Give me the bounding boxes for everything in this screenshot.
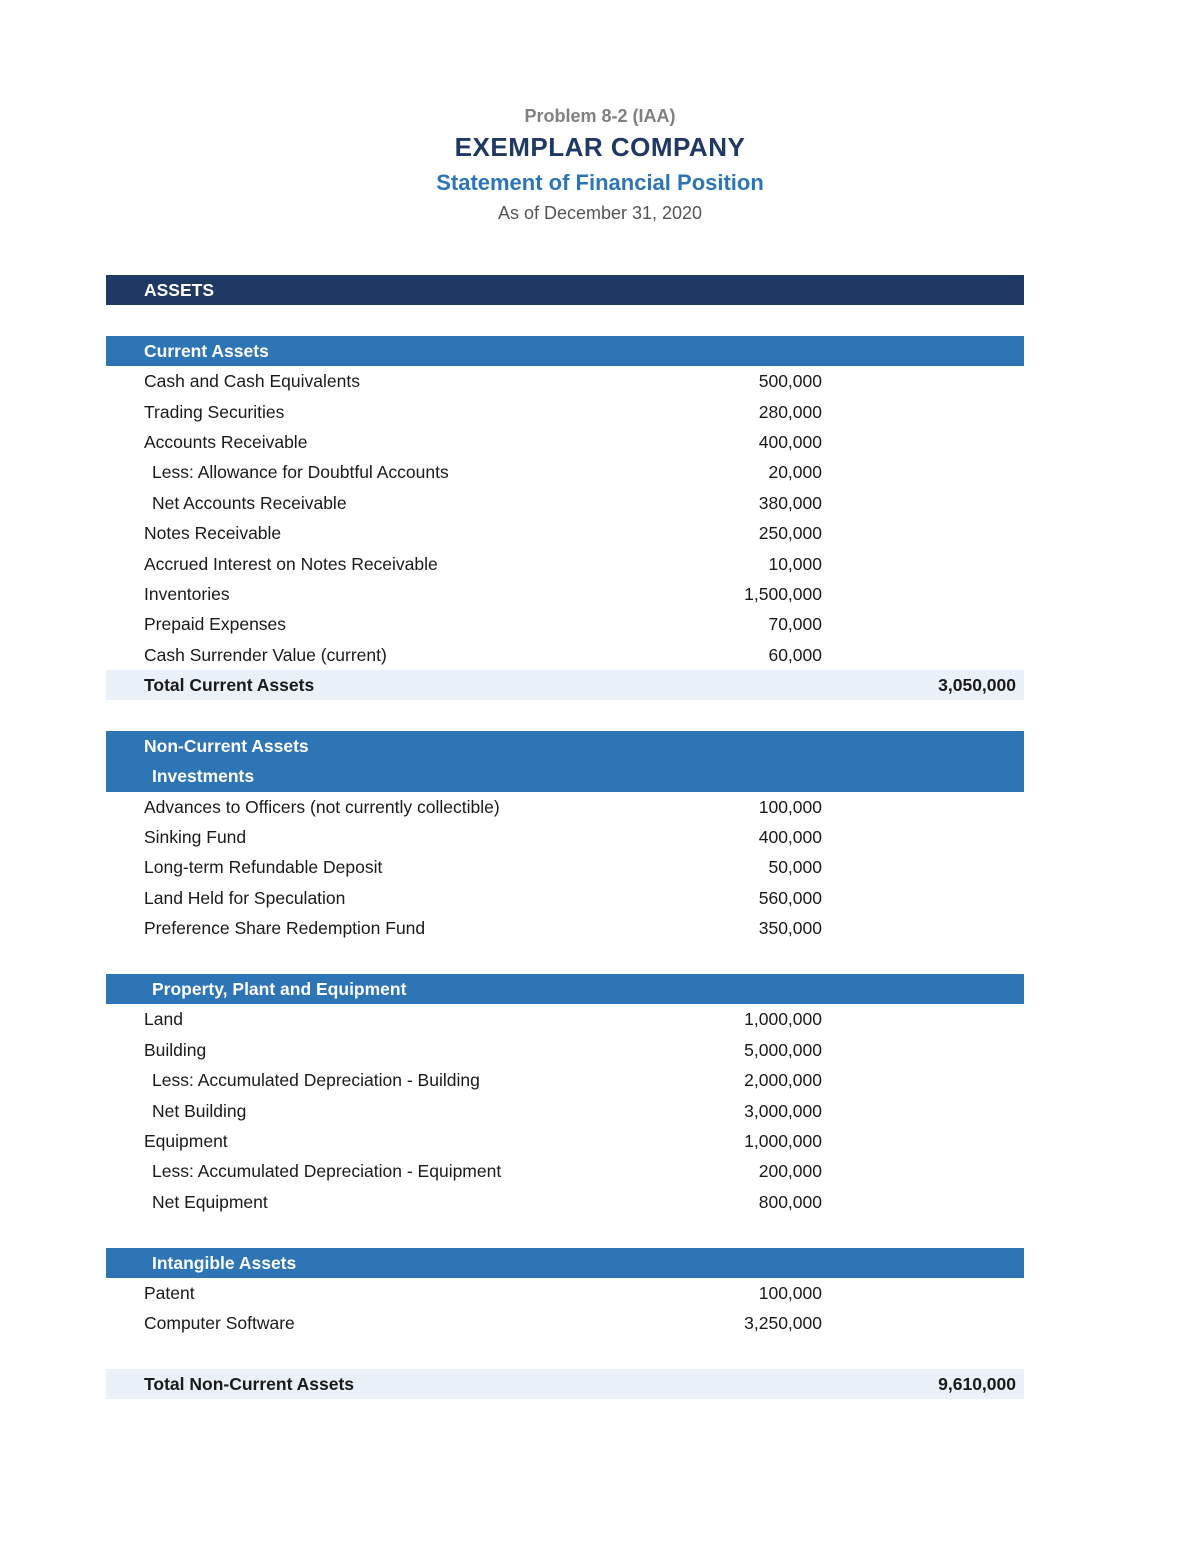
line-item-label: Equipment	[144, 1130, 228, 1151]
line-item-amount: 70,000	[768, 614, 822, 635]
table-row	[106, 640, 1024, 670]
intangible-assets-header	[106, 1248, 1024, 1278]
line-item-amount: 3,250,000	[744, 1313, 822, 1334]
line-item-amount: 560,000	[758, 887, 822, 908]
table-row	[106, 609, 1024, 639]
company-name: EXEMPLAR COMPANY	[454, 132, 746, 162]
table-row	[106, 822, 1024, 852]
investments-header	[106, 761, 1024, 791]
total-amount: 9,610,000	[938, 1374, 1016, 1395]
line-item-label: Preference Share Redemption Fund	[144, 918, 426, 939]
table-row	[106, 549, 1024, 579]
line-item-label: Land Held for Speculation	[144, 887, 346, 908]
table-row	[106, 488, 1024, 518]
table-row	[106, 397, 1024, 427]
spacer	[106, 944, 1024, 974]
section-title: ASSETS	[144, 280, 215, 300]
ppe-header	[106, 974, 1024, 1004]
line-item-label: Cash and Cash Equivalents	[144, 371, 360, 392]
line-item-label: Inventories	[144, 583, 230, 604]
line-item-label: Sinking Fund	[144, 827, 247, 848]
total-current-assets-row	[106, 670, 1024, 700]
line-item-label: Less: Accumulated Depreciation - Building	[152, 1070, 480, 1091]
line-item-amount: 280,000	[758, 401, 822, 422]
line-item-amount: 100,000	[758, 796, 822, 817]
table-row	[106, 1126, 1024, 1156]
section-title: Non-Current Assets	[144, 735, 309, 756]
statement-title: Statement of Financial Position	[436, 170, 764, 195]
line-item-amount: 2,000,000	[744, 1070, 822, 1091]
line-item-amount: 200,000	[758, 1161, 822, 1182]
table-row	[106, 1004, 1024, 1034]
line-item-label: Patent	[144, 1282, 195, 1303]
table-row	[106, 427, 1024, 457]
table-row	[106, 852, 1024, 882]
line-item-label: Long-term Refundable Deposit	[144, 857, 383, 878]
line-item-label: Net Accounts Receivable	[152, 492, 347, 513]
table-row	[106, 579, 1024, 609]
total-label: Total Current Assets	[144, 675, 315, 696]
table-row	[106, 1187, 1024, 1217]
line-item-label: Less: Accumulated Depreciation - Equipment	[152, 1161, 502, 1182]
line-item-amount: 1,000,000	[744, 1009, 822, 1030]
line-item-amount: 400,000	[758, 827, 822, 848]
line-item-label: Advances to Officers (not currently collectible)	[144, 796, 500, 817]
line-item-amount: 800,000	[758, 1191, 822, 1212]
line-item-label: Accounts Receivable	[144, 431, 308, 452]
non-current-assets-header	[106, 731, 1024, 761]
current-assets-header	[106, 336, 1024, 366]
table-row	[106, 913, 1024, 943]
table-row	[106, 883, 1024, 913]
table-row	[106, 792, 1024, 822]
line-item-amount: 380,000	[758, 492, 822, 513]
line-item-label: Computer Software	[144, 1313, 295, 1334]
line-item-label: Net Equipment	[152, 1191, 268, 1212]
section-title: Current Assets	[144, 340, 269, 361]
line-item-amount: 5,000,000	[744, 1039, 822, 1060]
line-item-amount: 3,000,000	[744, 1100, 822, 1121]
total-amount: 3,050,000	[938, 675, 1016, 696]
table-row	[106, 1096, 1024, 1126]
line-item-amount: 500,000	[758, 371, 822, 392]
problem-number: Problem 8-2 (IAA)	[524, 106, 676, 126]
line-item-amount: 250,000	[758, 523, 822, 544]
assets-header	[106, 275, 1024, 305]
subsection-title: Property, Plant and Equipment	[152, 978, 407, 999]
line-item-amount: 50,000	[768, 857, 822, 878]
line-item-amount: 10,000	[768, 553, 822, 574]
line-item-amount: 400,000	[758, 431, 822, 452]
spacer	[106, 1339, 1024, 1369]
table-row	[106, 518, 1024, 548]
total-label: Total Non-Current Assets	[144, 1374, 355, 1395]
line-item-label: Land	[144, 1009, 183, 1030]
table-row	[106, 457, 1024, 487]
table-row	[106, 366, 1024, 396]
line-item-amount: 60,000	[768, 644, 822, 665]
line-item-amount: 100,000	[758, 1282, 822, 1303]
subsection-title: Investments	[152, 766, 255, 787]
statement-date: As of December 31, 2020	[497, 203, 703, 223]
line-item-amount: 20,000	[768, 462, 822, 483]
line-item-amount: 1,000,000	[744, 1130, 822, 1151]
line-item-label: Less: Allowance for Doubtful Accounts	[152, 462, 449, 483]
spacer	[106, 1217, 1024, 1247]
table-row	[106, 1156, 1024, 1186]
table-row	[106, 1308, 1024, 1338]
table-row	[106, 1065, 1024, 1095]
line-item-amount: 350,000	[758, 918, 822, 939]
statement-sheet	[106, 275, 1024, 1399]
line-item-label: Building	[144, 1039, 207, 1060]
line-item-label: Notes Receivable	[144, 523, 282, 544]
line-item-label: Cash Surrender Value (current)	[144, 644, 387, 665]
spacer	[106, 305, 1024, 335]
line-item-label: Accrued Interest on Notes Receivable	[144, 553, 438, 574]
table-row	[106, 1035, 1024, 1065]
line-item-amount: 1,500,000	[744, 583, 822, 604]
line-item-label: Prepaid Expenses	[144, 614, 287, 635]
subsection-title: Intangible Assets	[152, 1252, 297, 1273]
line-item-label: Trading Securities	[144, 401, 285, 422]
spacer	[106, 700, 1024, 730]
table-row	[106, 1278, 1024, 1308]
line-item-label: Net Building	[152, 1100, 247, 1121]
total-non-current-assets-row	[106, 1369, 1024, 1399]
